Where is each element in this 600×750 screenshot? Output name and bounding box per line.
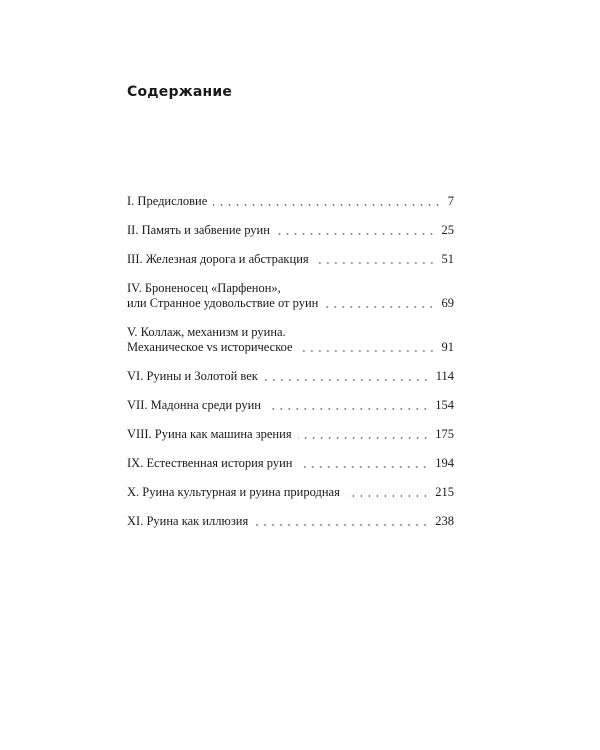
toc-entry[interactable] (127, 252, 454, 267)
toc-entry-page: 194 (435, 456, 454, 470)
toc-entry-title: VIII. Руина как машина зрения (127, 427, 292, 441)
dot-leader (299, 350, 436, 352)
toc-entry[interactable] (127, 325, 454, 355)
toc-entry[interactable] (127, 514, 454, 529)
dot-leader (213, 204, 441, 206)
toc-entry[interactable] (127, 281, 454, 311)
toc-entry[interactable] (127, 369, 454, 384)
toc-entry[interactable] (127, 223, 454, 238)
dot-leader (264, 379, 430, 381)
toc-entry-page: 91 (441, 340, 454, 354)
toc-entry-title: II. Память и забвение руин (127, 223, 270, 237)
table-of-contents (127, 194, 454, 543)
dot-leader (346, 495, 429, 497)
toc-entry-page: 114 (435, 369, 454, 383)
toc-entry-title: IV. Броненосец «Парфенон», или Странное удовольствие от руин (127, 281, 319, 310)
toc-entry[interactable] (127, 485, 454, 500)
dot-leader (298, 466, 429, 468)
toc-entry-title: VI. Руины и Золотой век (127, 369, 258, 383)
dot-leader (315, 262, 436, 264)
toc-entry-page: 69 (441, 296, 454, 310)
toc-entry-title: X. Руина культурная и руина природная (127, 485, 340, 499)
dot-leader (276, 233, 436, 235)
toc-entry-title: I. Предисловие (127, 194, 208, 208)
dot-leader (267, 408, 429, 410)
toc-entry-title: V. Коллаж, механизм и руина. Механическое vs историческое (127, 325, 293, 354)
dot-leader (324, 306, 435, 308)
toc-entry-page: 154 (435, 398, 454, 412)
toc-entry-page: 175 (435, 427, 454, 441)
dot-leader (298, 437, 430, 439)
toc-entry[interactable] (127, 427, 454, 442)
toc-entry-page: 238 (435, 514, 454, 528)
toc-entry-title: IX. Естественная история руин (127, 456, 293, 470)
toc-entry-page: 25 (441, 223, 454, 237)
toc-entry-page: 51 (441, 252, 454, 266)
toc-entry-title: III. Железная дорога и абстракция (127, 252, 309, 266)
toc-entry-title: XI. Руина как иллюзия (127, 514, 249, 528)
toc-entry-page: 215 (435, 485, 454, 499)
toc-entry-title: VII. Мадонна среди руин (127, 398, 261, 412)
page-title: Содержание (127, 84, 233, 100)
dot-leader (254, 524, 429, 526)
toc-entry[interactable] (127, 398, 454, 413)
toc-entry[interactable] (127, 194, 454, 209)
toc-entry-page: 7 (447, 194, 454, 208)
toc-entry[interactable] (127, 456, 454, 471)
